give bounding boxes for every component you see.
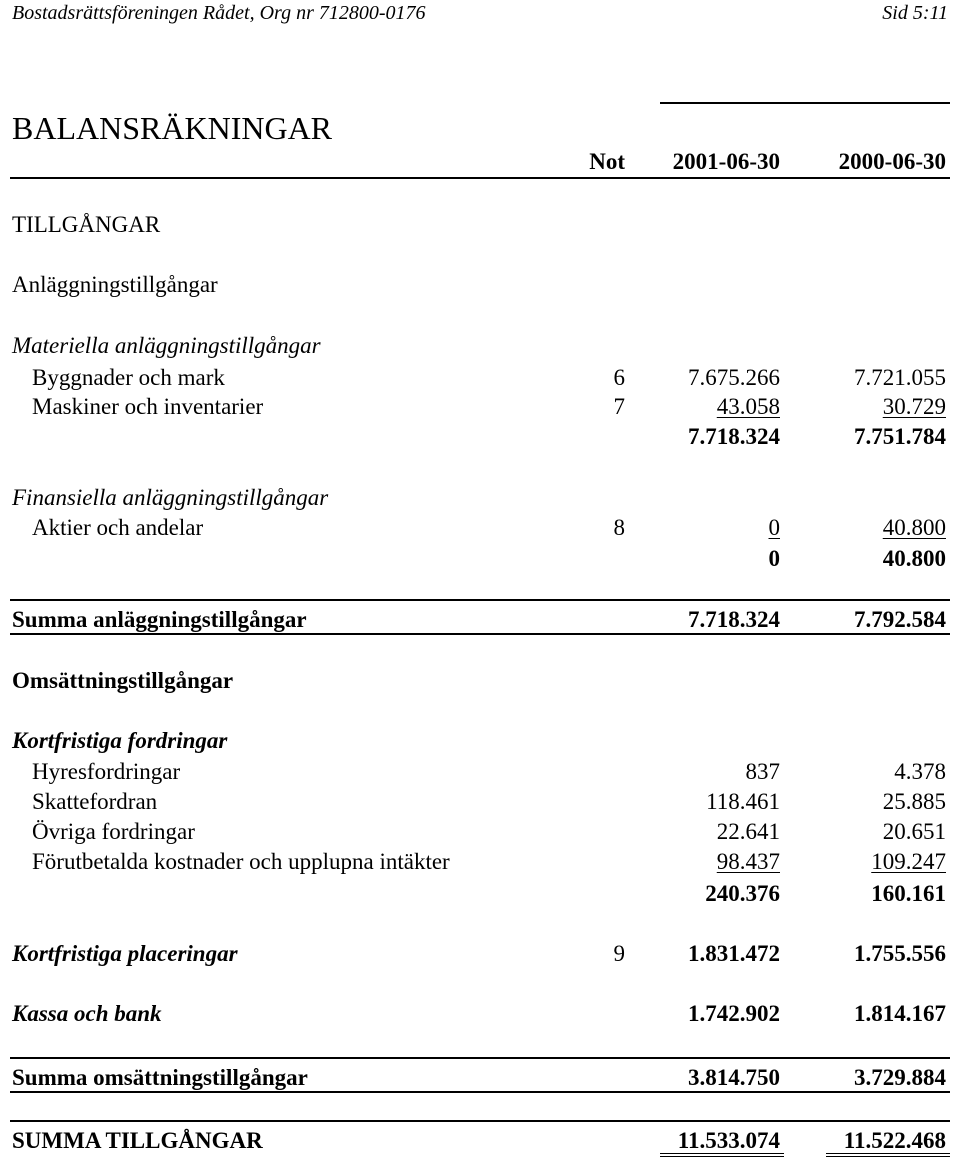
header-rule [10,177,950,179]
current-assets-total-label: Summa omsättningstillgångar [12,1065,308,1090]
row-note: 9 [613,941,625,966]
row-value-2000: 40.800 [882,515,946,540]
placements-value-2000: 1.755.556 [854,941,946,966]
row-label: Hyresfordringar [32,759,181,784]
grand-total-underline-2001 [660,1153,784,1154]
row-value-2000: 25.885 [882,789,946,814]
subtotal-value-2001: 0 [768,546,780,571]
current-assets-total-2001: 3.814.750 [688,1065,780,1090]
column-header-year-2000: 2000-06-30 [838,149,946,174]
page-number: Sid 5:11 [882,2,948,24]
cash-label: Kassa och bank [12,1001,162,1026]
row-value-2001: 22.641 [716,819,780,844]
total-rule-top [10,599,950,601]
subtotal-value-2000: 160.161 [871,881,946,906]
financial-assets-heading: Finansiella anläggningstillgångar [12,485,329,510]
row-value-2001: 0 [768,515,780,540]
page-header-organization: Bostadsrättsföreningen Rådet, Org nr 712800-0176 [12,2,426,24]
row-value-2001: 7.675.266 [688,365,780,390]
row-value-2000: 7.721.055 [854,365,946,390]
row-label: Övriga fordringar [32,819,195,844]
row-label: Skattefordran [32,789,158,814]
row-value-2001: 837 [745,759,780,784]
row-value-2000: 30.729 [882,394,946,419]
grand-total-double-underline-2000 [826,1156,950,1157]
row-label: Maskiner och inventarier [32,394,264,419]
row-value-2001: 98.437 [716,849,780,874]
subtotal-value-2000: 40.800 [882,546,946,571]
row-value-2000: 4.378 [894,759,946,784]
column-header-note: Not [589,149,625,174]
current-assets-total-2000: 3.729.884 [854,1065,946,1090]
grand-total-rule-top [10,1120,950,1122]
row-note: 8 [613,515,625,540]
fixed-assets-total-2001: 7.718.324 [688,607,780,632]
page-title: BALANSRÄKNINGAR [12,110,333,146]
row-label: Aktier och andelar [32,515,204,540]
row-note: 7 [613,394,625,419]
receivables-heading: Kortfristiga fordringar [12,728,228,753]
grand-total-label: SUMMA TILLGÅNGAR [12,1128,263,1153]
fixed-assets-total-2000: 7.792.584 [854,607,946,632]
row-value-2000: 109.247 [871,849,946,874]
subtotal-value-2001: 7.718.324 [688,424,780,449]
row-note: 6 [613,365,625,390]
total-rule-bottom [10,633,950,635]
cash-value-2001: 1.742.902 [688,1001,780,1026]
placements-label: Kortfristiga placeringar [12,941,238,966]
section-assets-heading: TILLGÅNGAR [12,212,161,237]
total-rule-top [10,1057,950,1059]
fixed-assets-heading: Anläggningstillgångar [12,272,218,297]
row-label: Byggnader och mark [32,365,225,390]
placements-value-2001: 1.831.472 [688,941,780,966]
row-value-2001: 118.461 [706,789,780,814]
grand-total-underline-2000 [826,1153,950,1154]
tangible-assets-heading: Materiella anläggningstillgångar [12,333,321,358]
cash-value-2000: 1.814.167 [854,1001,946,1026]
top-rule [660,102,950,104]
row-value-2001: 43.058 [716,394,780,419]
grand-total-double-underline-2001 [660,1156,784,1157]
row-label: Förutbetalda kostnader och upplupna intäkter [32,849,450,874]
grand-total-2000: 11.522.468 [843,1128,946,1153]
subtotal-value-2000: 7.751.784 [854,424,946,449]
current-assets-heading: Omsättningstillgångar [12,668,234,693]
subtotal-value-2001: 240.376 [705,881,780,906]
fixed-assets-total-label: Summa anläggningstillgångar [12,607,307,632]
row-value-2000: 20.651 [882,819,946,844]
total-rule-bottom [10,1091,950,1093]
column-header-year-2001: 2001-06-30 [672,149,780,174]
grand-total-2001: 11.533.074 [677,1128,780,1153]
